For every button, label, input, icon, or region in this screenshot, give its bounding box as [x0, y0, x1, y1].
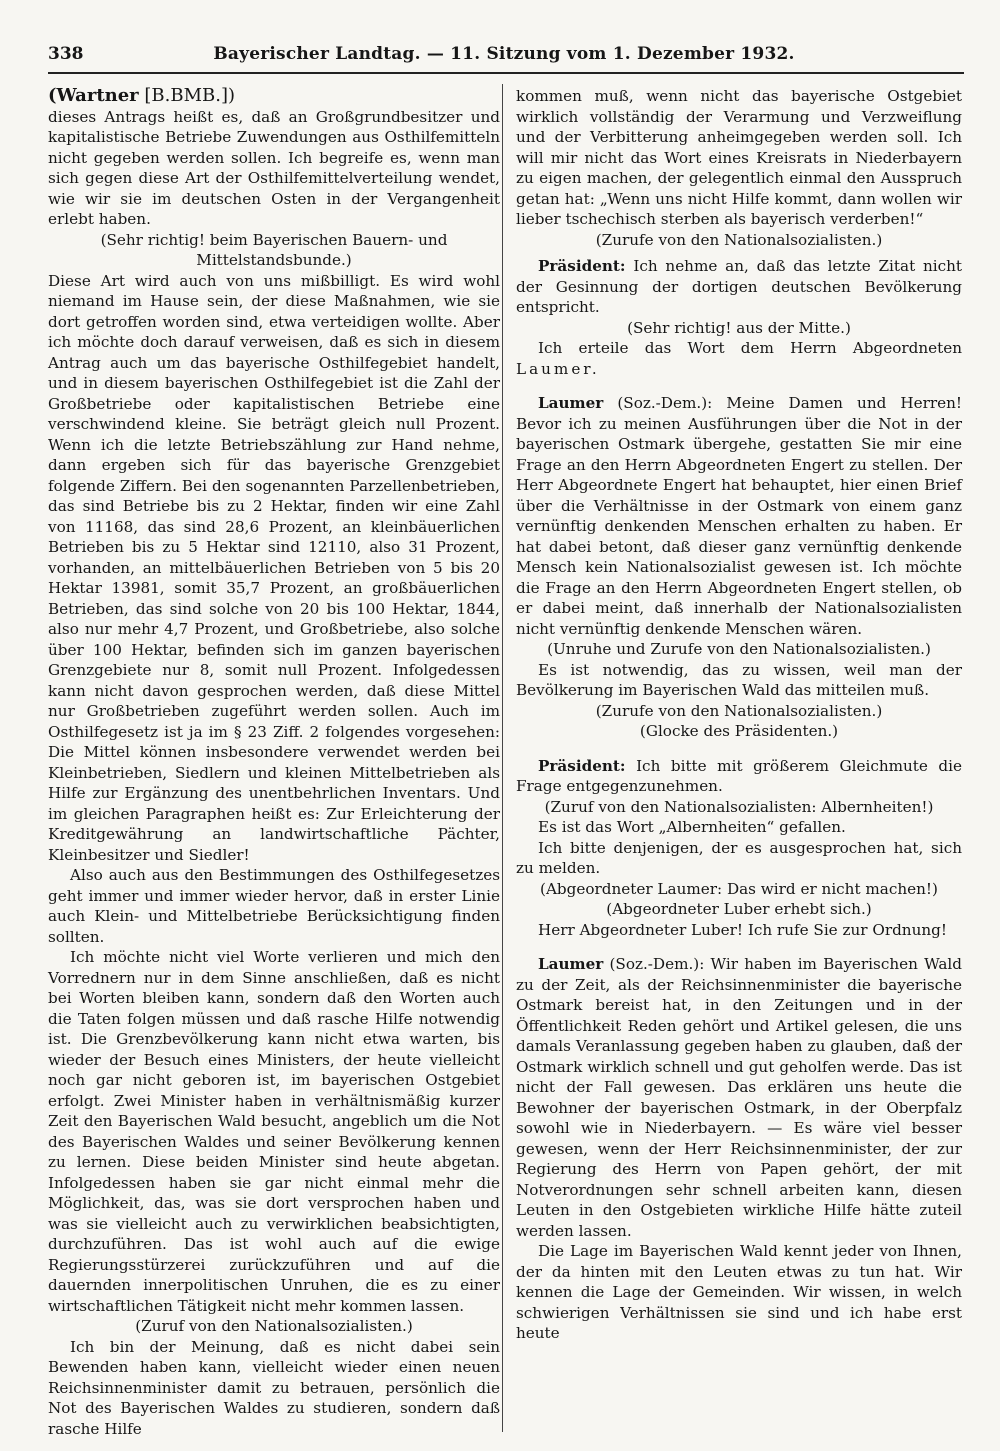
paragraph: Ich bin der Meinung, daß es nicht dabei sein Bewenden haben kann, vielleicht wieder einen neuen Reichsinnenminister damit zu betrauen, persönlich die Not des Bayerischen Waldes zu studieren, sondern daß rasche Hilfe	[48, 1337, 500, 1438]
page-header	[48, 44, 960, 70]
interjection: (Zuruf von den Nationalsozialisten.)	[135, 1317, 413, 1335]
speaker-name: Laumer	[538, 955, 604, 973]
left-column	[48, 86, 500, 1439]
spacer	[516, 940, 962, 954]
paragraph: Die Lage im Bayerischen Wald kennt jeder von Ihnen, der da hinten mit den Leuten etwas zu tun hat. Wir kennen die Lage der Gemeinden. Wir wissen, in welch schwierigen Verhältnissen sie sind und ich habe erst heute	[516, 1242, 962, 1342]
paragraph: Diese Art wird auch von uns mißbilligt. Es wird wohl niemand im Hause sein, der diese Maßnahmen, wie sie dort getroffen worden sind, etwa verteidigen wollte. Aber ich möchte doch darauf verweisen, daß es sich in diesem Antrag auch um das bayerische Osthilfegebiet handelt, und in diesem bayerischen Osthilfegebiet ist die Zahl der Großbetriebe oder kapitalistischen Betriebe eine verschwindend kleine. Sie beträgt gleich null Prozent. Wenn ich die letzte Betriebszählung zur Hand nehme, dann ergeben sich für das bayerische Grenzgebiet folgende Ziffern. Bei den sogenannten Parzellenbetrieben, das sind Betriebe bis zu 2 Hektar, finden wir eine Zahl von 11168, das sind 28,6 Prozent, an kleinbäuerlichen Betrieben bis zu 5 Hektar sind 12110, also 31 Prozent, vorhanden, an mittelbäuerlichen Betrieben von 5 bis 20 Hektar 13981, somit 35,7 Prozent, an großbäuerlichen Betrieben, das sind solche von 20 bis 100 Hektar, 1844, also nur mehr 4,7 Prozent, und Großbetriebe, also solche über 100 Hektar, befinden sich im ganzen bayerischen Grenzgebiete nur 8, somit null Prozent. Infolgedessen kann nicht davon gesprochen werden, daß diese Mittel nur Großbetrieben zugeführt werden sollen. Auch im Osthilfegesetz ist ja im § 23 Ziff. 2 folgendes vorgesehen: Die Mittel können insbesondere verwendet werden bei Kleinbetrieben, Siedlern und kleinen Mittelbetrieben als Hilfe zur Ergänzung des unentbehrlichen Inventars. Und im gleichen Paragraphen heißt es: Zur Erleichterung der Kreditgewährung an landwirtschaftliche Pächter, Kleinbesitzer und Siedler!	[48, 271, 500, 864]
column-divider	[502, 84, 503, 1432]
paragraph: dieses Antrags heißt es, daß an Großgrundbesitzer und kapitalistische Betriebe Zuwendungen aus Osthilfemitteln nicht gegeben werden sollen. Ich begreife es, wenn man sich gegen diese Art der Osthilfemittelverteilung wendet, wie wir sie im deutschen Osten in der Vergangenheit erlebt haben.	[48, 107, 500, 228]
speech-praesident-1	[516, 256, 962, 318]
running-title: Bayerischer Landtag. — 11. Sitzung vom 1. Dezember 1932.	[213, 44, 795, 64]
paragraph	[516, 338, 962, 379]
speaker-party: (Soz.-Dem.):	[617, 394, 713, 412]
speaker-name: Präsident:	[538, 257, 626, 275]
speech-text: Ich bitte mit größerem Gleichmute die Frage entgegenzunehmen.	[516, 756, 962, 795]
speaker-party: (Soz.-Dem.):	[609, 955, 705, 973]
paragraph: Ich bitte denjenigen, der es ausgesprochen hat, sich zu melden.	[516, 838, 962, 877]
paragraph: kommen muß, wenn nicht das bayerische Ostgebiet wirklich vollständig der Verarmung und Verzweiflung und der Verbitterung anheimgegeben werden soll. Ich will mir nicht das Wort eines Kreisrats in Niederbayern zu eigen machen, der gelegentlich einmal den Ausspruch getan hat: „Wenn uns nicht Hilfe kommt, dann wollen wir lieber tschechisch sterben als bayerisch verderben!“	[516, 87, 962, 228]
speech-text: Wir haben im Bayerischen Wald zu der Zeit, als der Reichsinnenminister die bayerische Ostmark bereist hat, in den Zeitungen und in der Öffentlichkeit Reden gehört und Artikel gelesen, die uns damals Veranlassung gegeben haben zu glauben, daß der Ostmark wirklich schnell und gut geholfen werde. Das ist nicht der Fall gewesen. Das erklären uns heute die Bewohner der bayerischen Ostmark, in der Oberpfalz sowohl wie in Niederbayern. — Es wäre viel besser gewesen, wenn der Herr Reichsinnenminister, der zur Regierung des Herrn von Papen gehört, der mit Notverordnungen sehr schnell arbeiten kann, diesen Leuten in den Ostgebieten wirkliche Hilfe hätte zuteil werden lassen.	[516, 955, 962, 1240]
speaker-heading-wartner	[48, 86, 500, 107]
interjection: (Sehr richtig! aus der Mitte.)	[627, 318, 851, 337]
interjection: (Sehr richtig! beim Bayerischen Bauern- und Mittelstandsbunde.)	[100, 230, 448, 269]
speech-text: Ich nehme an, daß das letzte Zitat nicht der Gesinnung der dortigen deutschen Bevölkerung entspricht.	[516, 257, 962, 316]
interjection: (Unruhe und Zurufe von den Nationalsozialisten.)	[547, 640, 931, 658]
interjection: (Glocke des Präsidenten.)	[639, 722, 839, 740]
speaker-party: [B.BMB.])	[144, 85, 236, 106]
interjection: (Zurufe von den Nationalsozialisten.)	[595, 701, 883, 720]
spaced-name: Laumer.	[516, 359, 600, 378]
speaker-name: (Wartner	[48, 85, 139, 106]
page-number: 338	[48, 44, 84, 64]
speaker-name: Präsident:	[538, 756, 626, 775]
interjection: (Zuruf von den Nationalsozialisten: Albernheiten!)	[544, 797, 934, 816]
paragraph: Herr Abgeordneter Luber! Ich rufe Sie zur Ordnung!	[538, 920, 947, 939]
paragraph-text: Ich erteile das Wort dem Herrn Abgeordneten	[538, 339, 962, 357]
spacer	[516, 742, 962, 756]
right-column	[516, 86, 962, 1344]
interjection: (Zurufe von den Nationalsozialisten.)	[595, 230, 883, 249]
paragraph: Es ist das Wort „Albernheiten“ gefallen.	[538, 818, 846, 836]
interjection: (Abgeordneter Laumer: Das wird er nicht machen!)	[540, 879, 938, 898]
speech-laumer-2	[516, 954, 962, 1241]
paragraph: Also auch aus den Bestimmungen des Osthilfegesetzes geht immer und immer wieder hervor, daß in erster Linie auch Klein- und Mittelbetriebe Berücksichtigung finden sollten.	[48, 866, 500, 946]
interjection: (Abgeordneter Luber erhebt sich.)	[606, 900, 872, 918]
speech-praesident-2	[516, 756, 962, 797]
spacer	[516, 379, 962, 393]
paragraph: Es ist notwendig, das zu wissen, weil man der Bevölkerung im Bayerischen Wald das mitteilen muß.	[516, 660, 962, 699]
header-rule	[48, 72, 964, 74]
speech-text: Meine Damen und Herren! Bevor ich zu meinen Ausführungen über die Not in der bayerischen Ostmark übergehe, gestatten Sie mir eine Frage an den Herrn Abgeordneten Engert zu stellen. Der Herr Abgeordnete Engert hat behauptet, hier einen Brief über die Verhältnisse in der Ostmark von einem ganz vernünftig denkenden Menschen erhalten zu haben. Er hat dabei betont, daß dieser ganz vernünftig denkende Mensch kein Nationalsozialist gewesen ist. Ich möchte die Frage an den Herrn Abgeordneten Engert stellen, ob er dabei meint, daß innerhalb der Nationalsozialisten nicht vernünftig denkende Menschen wären.	[516, 394, 963, 638]
speaker-name: Laumer	[538, 394, 604, 412]
speech-laumer-1	[516, 393, 962, 639]
paragraph: Ich möchte nicht viel Worte verlieren und mich den Vorrednern nur in dem Sinne anschließen, daß es nicht bei Worten bleiben kann, sondern daß den Worten auch die Taten folgen müssen und daß rasche Hilfe notwendig ist. Die Grenzbevölkerung kann nicht etwa warten, bis wieder der Besuch eines Ministers, der heute vielleicht noch gar nicht geboren ist, im bayerischen Ostgebiet erfolgt. Zwei Minister haben in verhältnismäßig kurzer Zeit den Bayerischen Wald besucht, angeblich um die Not des Bayerischen Waldes und seiner Bevölkerung kennen zu lernen. Diese beiden Minister sind heute abgetan. Infolgedessen haben sie gar nicht einmal mehr die Möglichkeit, das, was sie dort versprochen haben und was sie vielleicht auch zu verwirklichen beabsichtigten, durchzuführen. Das ist wohl auch auf die ewige Regierungsstürzerei zurückzuführen und auf die dauernden innerpolitischen Unruhen, die es zu einer wirtschaftlichen Tätigkeit nicht mehr kommen lassen.	[48, 948, 500, 1315]
